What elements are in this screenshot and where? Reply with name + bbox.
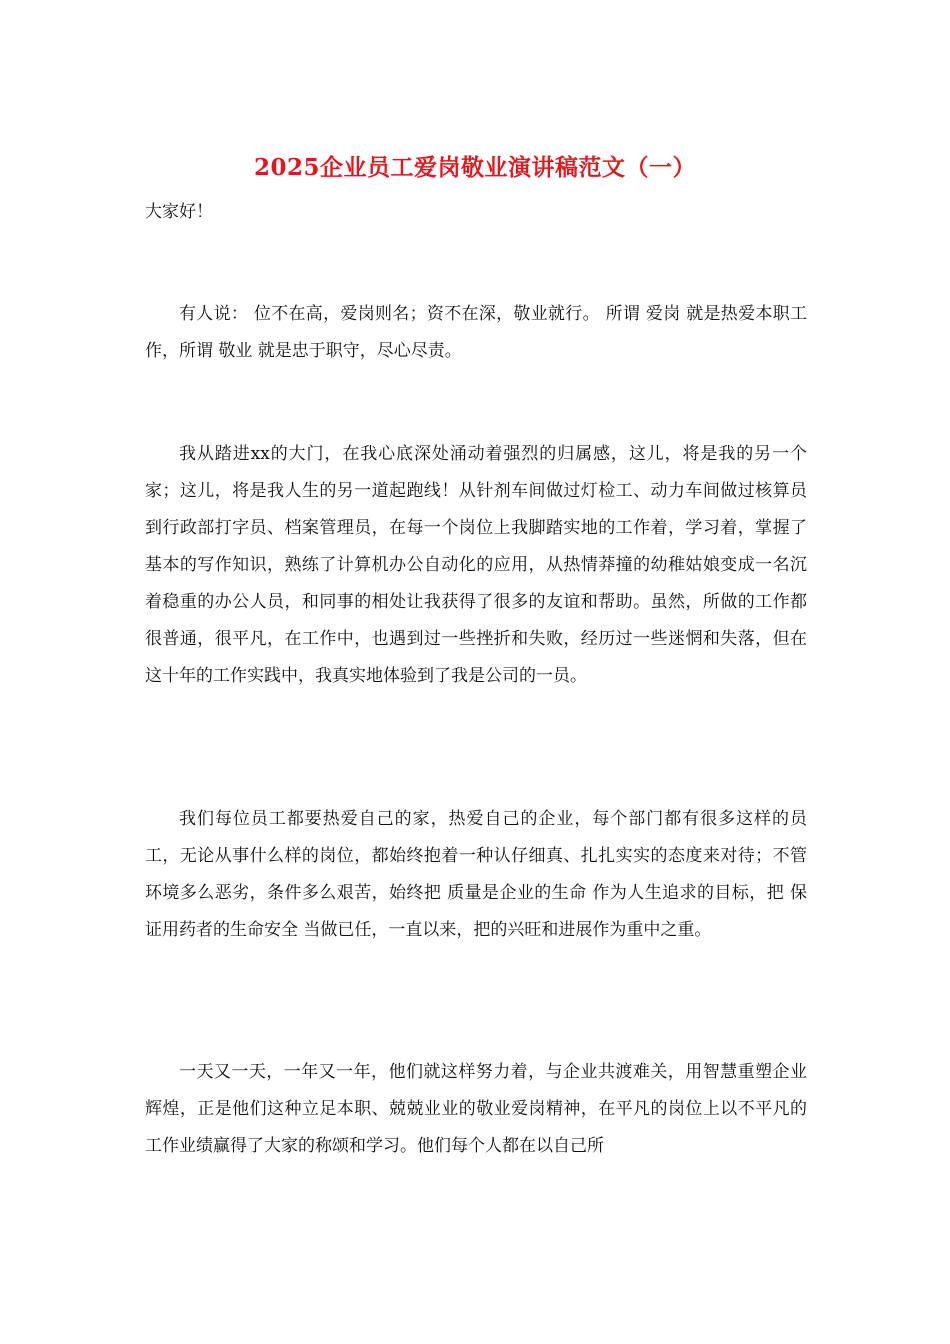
paragraph-1: 有人说： 位不在高，爱岗则名；资不在深，敬业就行。 所谓 爱岗 就是热爱本职工作，所谓 敬业 就是忠于职守，尽心尽责。 <box>145 304 807 361</box>
document-title: 2025企业员工爱岗敬业演讲稿范文（一） <box>253 154 696 181</box>
paragraph-2: 我从踏进xx的大门，在我心底深处涌动着强烈的归属感，这儿，将是我的另一个家；这儿，将是我人生的另一道起跑线！从针剂车间做过灯检工、动力车间做过核算员到行政部打字员、档案管理员，在每一个岗位上我脚踏实地的工作着，学习着，掌握了基本的写作知识，熟练了计算机办公自动化的应用，从热情莽撞的幼稚姑娘变成一名沉着稳重的办公人员，和同事的相处让我获得了很多的友谊和帮助。虽然，所做的工作都很普通，很平凡，在工作中，也遇到过一些挫折和失败，经历过一些迷惘和失落，但在这十年的工作实践中，我真实地体验到了我是公司的一员。 <box>145 444 807 686</box>
greeting-line: 大家好！ <box>145 202 213 222</box>
paragraph-4: 一天又一天，一年又一年，他们就这样努力着，与企业共渡难关，用智慧重塑企业辉煌，正是他们这种立足本职、兢兢业业的敬业爱岗精神，在平凡的岗位上以不平凡的工作业绩赢得了大家的称颂和学习。他们每个人都在以自己所 <box>145 1062 807 1156</box>
paragraph-3: 我们每位员工都要热爱自己的家，热爱自己的企业，每个部门都有很多这样的员工，无论从事什么样的岗位，都始终抱着一种认仔细真、扎扎实实的态度来对待；不管环境多么恶劣，条件多么艰苦，始终把 质量是企业的生命 作为人生追求的目标，把 保证用药者的生命安全 当做已任，一直以来，把的兴旺和进展作为重中之重。 <box>145 809 807 940</box>
